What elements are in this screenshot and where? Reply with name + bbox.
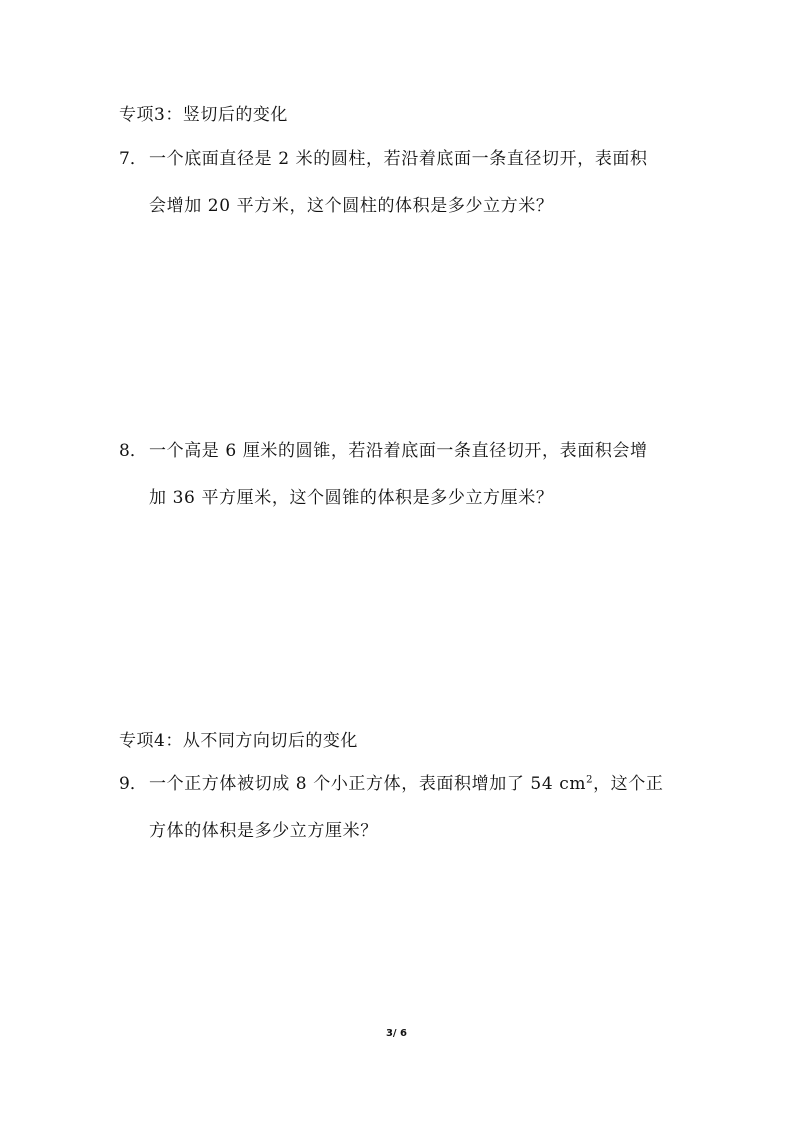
question-number: 9． — [119, 774, 147, 794]
page-number: 3/ 6 — [385, 1028, 408, 1039]
question-text: 会增加 20 平方米，这个圆柱的体积是多少立方米？ — [149, 196, 554, 216]
question-number: 8． — [119, 441, 147, 461]
section-title-3: 专项3：竖切后的变化 — [119, 105, 288, 125]
question-8-line-2 — [119, 487, 689, 509]
question-9-line-2 — [119, 820, 689, 842]
question-number: 7． — [119, 149, 147, 169]
question-7 — [119, 148, 689, 217]
section-title-4: 专项4：从不同方向切后的变化 — [119, 731, 358, 751]
question-9 — [119, 773, 689, 842]
question-text: 加 36 平方厘米，这个圆锥的体积是多少立方厘米？ — [149, 488, 554, 508]
question-9-line-1 — [119, 773, 689, 795]
question-8 — [119, 440, 689, 509]
question-7-line-1 — [119, 148, 689, 170]
question-8-line-1 — [119, 440, 689, 462]
question-text: 方体的体积是多少立方厘米？ — [149, 821, 378, 841]
question-text: 一个高是 6 厘米的圆锥，若沿着底面一条直径切开，表面积会增 — [149, 441, 648, 461]
superscript-2: 2 — [586, 774, 594, 786]
question-7-line-2 — [119, 195, 689, 217]
question-text: 一个底面直径是 2 米的圆柱，若沿着底面一条直径切开，表面积 — [149, 149, 648, 169]
question-text: 一个正方体被切成 8 个小正方体，表面积增加了 54 $cm^2$，这个正 — [149, 774, 664, 794]
